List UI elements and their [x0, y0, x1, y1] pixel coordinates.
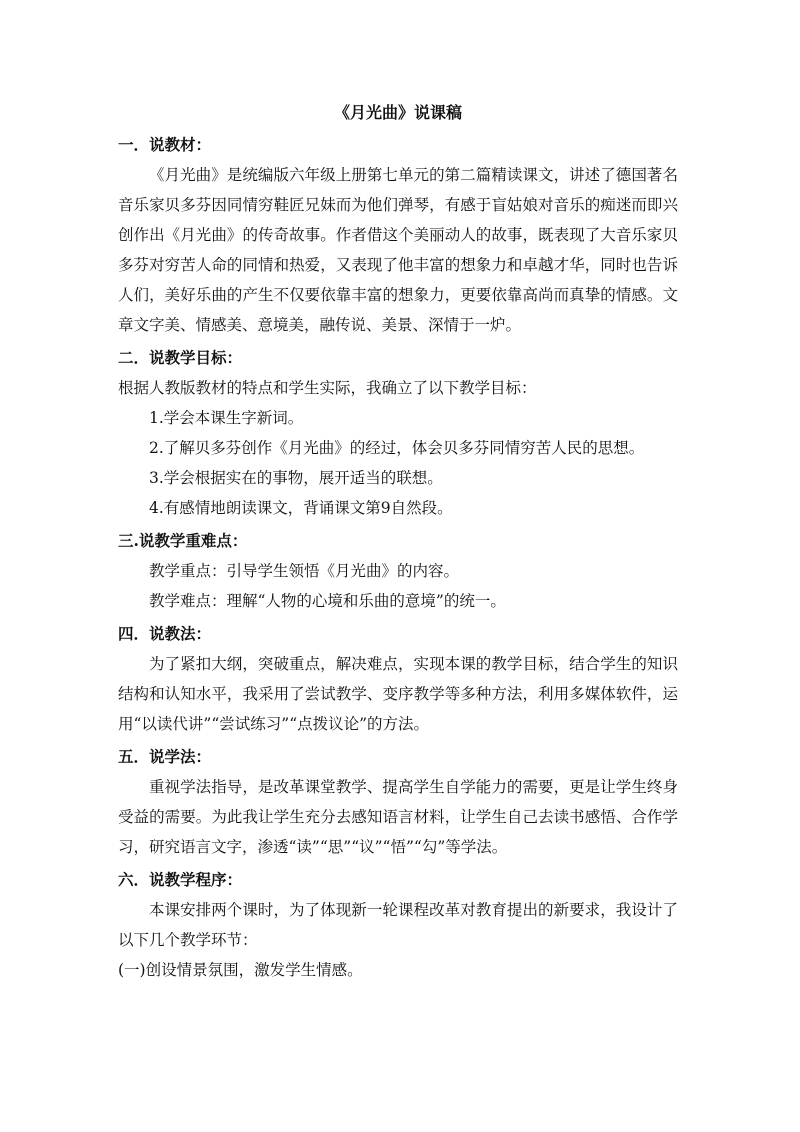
paragraph-textbook: 《月光曲》是统编版六年级上册第七单元的第二篇精读课文，讲述了德国著名音乐家贝多芬因同情穷鞋匠兄妹而为他们弹琴，有感于盲姑娘对音乐的痴迷而即兴创作出《月光曲》的传奇故事。作者借这个美丽动人的故事，既表现了大音乐家贝多芬对穷苦人命的同情和热爱，又表现了他丰富的想象力和卓越才华，同时也告诉人们，美好乐曲的产生不仅要依靠丰富的想象力，更要依靠高尚而真挚的情感。文章文字美、情感美、意境美，融传说、美景、深情于一炉。 — [118, 166, 678, 334]
section-teaching-procedure — [118, 865, 678, 985]
document-title: 《月光曲》说课稿 — [333, 103, 462, 122]
section-heading-learning-methods: 五．说学法： — [118, 747, 212, 766]
section-teaching-methods — [118, 619, 678, 739]
paragraph-teaching-procedure: 本课安排两个课时，为了体现新一轮课程改革对教育提出的新要求，我设计了以下几个教学环节： — [118, 901, 678, 949]
section-key-points — [118, 526, 678, 616]
section-heading-teaching-procedure: 六．说教学程序： — [118, 870, 243, 889]
goal-item: 4.有感情地朗读课文，背诵课文第9自然段。 — [149, 499, 453, 517]
difficult-point-item: 教学难点：理解“人物的心境和乐曲的意境”的统一。 — [149, 592, 506, 610]
goal-item: 2.了解贝多芬创作《月光曲》的经过，体会贝多芬同情穷苦人民的思想。 — [149, 439, 645, 457]
section-heading-teaching-methods: 四．说教法： — [118, 624, 212, 643]
section-textbook — [118, 130, 678, 340]
key-point-item: 教学重点：引导学生领悟《月光曲》的内容。 — [149, 562, 460, 580]
procedure-step-1: (一)创设情景氛围，激发学生情感。 — [118, 961, 363, 979]
section-teaching-goals — [118, 343, 678, 523]
paragraph-teaching-methods: 为了紧扣大纲，突破重点，解决难点，实现本课的教学目标，结合学生的知识结构和认知水平，我采用了尝试教学、变序教学等多种方法，利用多媒体软件，运用“以读代讲”“尝试练习”“点拨议论”的方法。 — [118, 655, 678, 733]
section-learning-methods — [118, 742, 678, 862]
goal-item: 1.学会本课生字新词。 — [149, 409, 304, 427]
section-heading-key-points: 三.说教学重难点： — [118, 531, 248, 550]
document-page — [118, 100, 678, 985]
goal-item: 3.学会根据实在的事物，展开适当的联想。 — [149, 469, 443, 487]
paragraph-learning-methods: 重视学法指导，是改革课堂教学、提高学生自学能力的需要，更是让学生终身受益的需要。为此我让学生充分去感知语言材料，让学生自己去读书感悟、合作学习，研究语言文字，渗透“读”“思”“议”“悟”“勾”等学法。 — [118, 778, 678, 856]
section-heading-teaching-goals: 二．说教学目标： — [118, 348, 243, 367]
goals-intro: 根据人教版教材的特点和学生实际，我确立了以下教学目标： — [118, 379, 537, 397]
section-heading-textbook: 一．说教材： — [118, 135, 212, 154]
